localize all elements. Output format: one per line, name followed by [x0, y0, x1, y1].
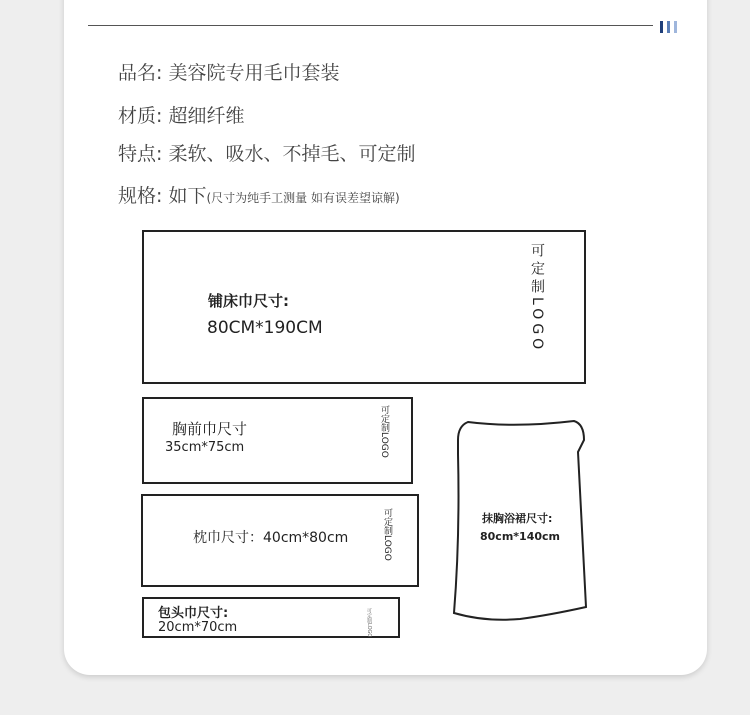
size-value: 如下	[168, 185, 207, 207]
bath-skirt-title: 抹胸浴裙尺寸:	[482, 512, 553, 525]
size-note: (尺寸为纯手工测量 如有误差望谅解)	[206, 191, 400, 205]
chest-towel-size: 35cm*75cm	[165, 440, 245, 455]
size-label: 规格:	[118, 185, 163, 207]
pillow-towel-logo-note: 可定制LOGO	[382, 508, 392, 561]
feature-label: 特点:	[118, 143, 163, 165]
chest-towel-logo-note: 可定制LOGO	[379, 405, 389, 458]
head-towel-size: 20cm*70cm	[158, 620, 238, 635]
head-towel-title: 包头巾尺寸:	[158, 606, 229, 621]
head-towel-logo-note: 可定制LOGO	[366, 608, 372, 638]
material-value: 超细纤维	[168, 105, 245, 127]
header-divider	[88, 25, 653, 26]
pillow-towel-label: 枕巾尺寸：40cm*80cm	[193, 530, 349, 546]
product-name-value: 美容院专用毛巾套装	[168, 62, 340, 84]
bed-towel-title: 铺床巾尺寸:	[208, 292, 289, 310]
size-row	[118, 181, 400, 208]
bath-skirt-size: 80cm*140cm	[480, 530, 560, 543]
bed-towel-size: 80CM*190CM	[207, 318, 323, 338]
product-name-label: 品名:	[118, 62, 163, 84]
chest-towel-title: 胸前巾尺寸	[172, 420, 248, 438]
bed-towel-logo-note: 可定制LOGO	[529, 243, 545, 354]
product-name-row	[118, 58, 339, 85]
feature-row	[118, 139, 415, 166]
feature-value: 柔软、吸水、不掉毛、可定制	[168, 143, 416, 165]
material-label: 材质:	[118, 105, 163, 127]
material-row	[118, 101, 244, 128]
